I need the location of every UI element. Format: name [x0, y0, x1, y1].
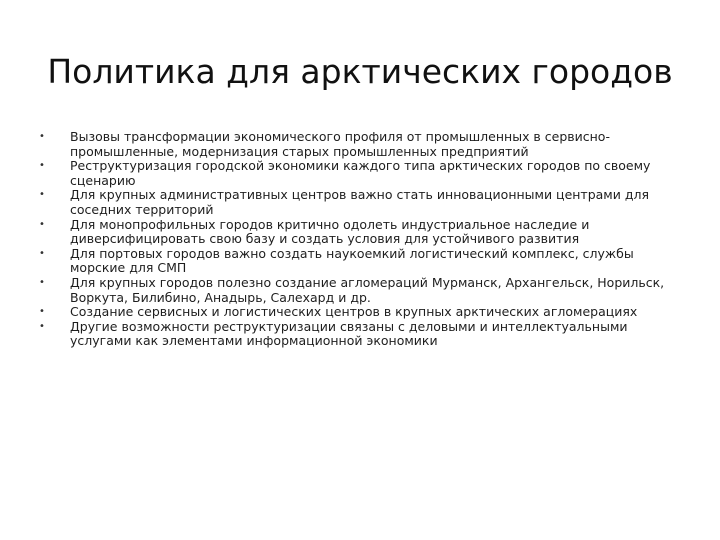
bullet-list — [39, 130, 679, 349]
bullet-item — [39, 188, 679, 217]
bullet-item — [39, 130, 679, 159]
bullet-item — [39, 305, 679, 320]
bullet-item — [39, 320, 679, 349]
bullet-text: Для портовых городов важно создать наукоемкий логистический комплекс, службы морские для СМП — [70, 245, 634, 276]
bullet-text: Для крупных городов полезно создание агломераций Мурманск, Архангельск, Норильск, Воркута, Билибино, Анадырь, Салехард и др. — [70, 274, 665, 305]
bullet-dot-icon: • — [39, 247, 45, 259]
bullet-text: Создание сервисных и логистических центров в крупных арктических агломерациях — [70, 304, 638, 320]
bullet-text: Для монопрофильных городов критично одолеть индустриальное наследие и диверсифицировать свою базу и создать условия для устойчивого развития — [70, 216, 590, 247]
bullet-item — [39, 159, 679, 188]
bullet-dot-icon: • — [39, 218, 45, 230]
bullet-text: Реструктуризация городской экономики каждого типа арктических городов по своему сценарию — [70, 158, 651, 188]
bullet-item — [39, 218, 679, 247]
bullet-dot-icon: • — [39, 276, 45, 288]
bullet-text: Для крупных административных центров важно стать инновационными центрами для соседних территорий — [70, 187, 649, 217]
bullet-text: Другие возможности реструктуризации связаны с деловыми и интеллектуальными услугами как элементами информационной экономики — [70, 318, 628, 349]
bullet-dot-icon: • — [39, 160, 45, 172]
bullet-dot-icon: • — [39, 131, 45, 142]
bullet-item — [39, 247, 679, 276]
bullet-dot-icon: • — [39, 306, 45, 318]
bullet-dot-icon: • — [39, 189, 45, 201]
slide-title: Политика для арктических городов — [47, 52, 673, 91]
bullet-dot-icon: • — [39, 320, 45, 332]
bullet-text: Вызовы трансформации экономического профиля от промышленных в сервисно-промышленные, модернизация старых промышленных предприятий — [70, 129, 610, 159]
bullet-item — [39, 276, 679, 305]
